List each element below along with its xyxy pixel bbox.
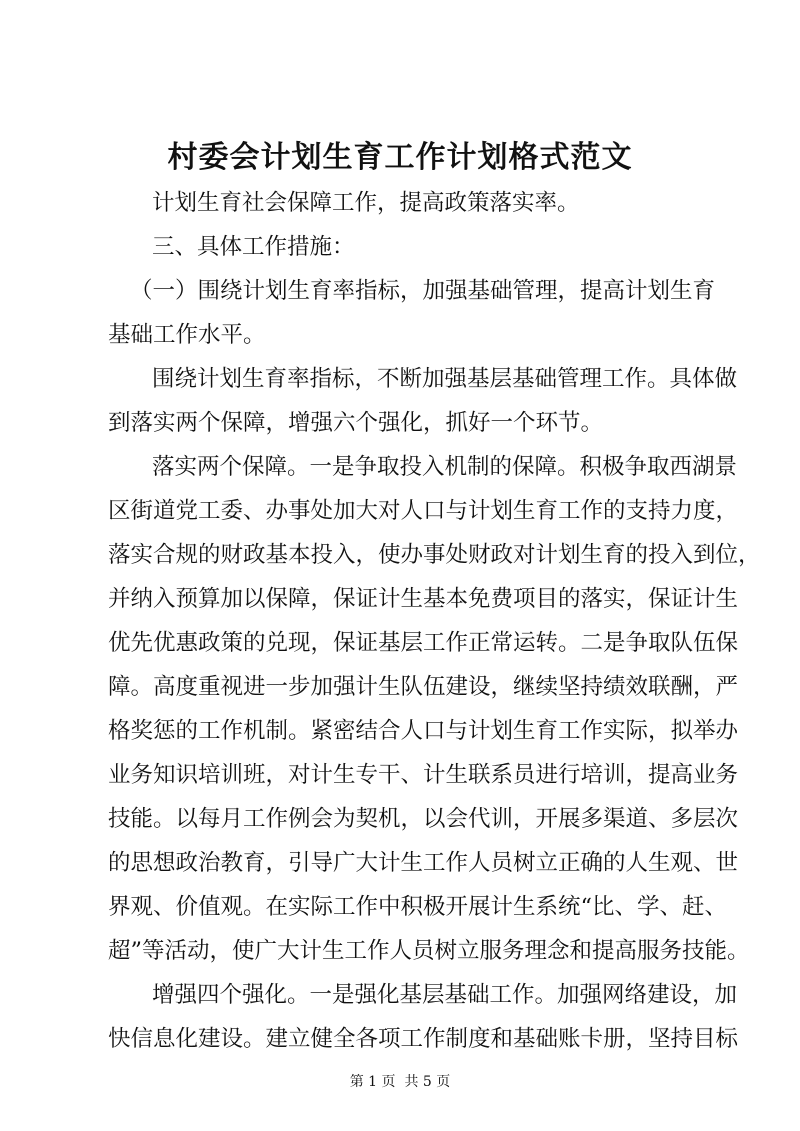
- body-line: 落实两个保障。一是争取投入机制的保障。积极争取西湖景: [152, 454, 738, 480]
- body-line: 并纳入预算加以保障，保证计生基本免费项目的落实，保证计生: [108, 586, 739, 612]
- body-line: 超”等活动，使广大计生工作人员树立服务理念和提高服务技能。: [108, 938, 750, 964]
- body-line: 业务知识培训班，对计生专干、计生联系员进行培训，提高业务: [108, 762, 739, 788]
- body-line: 优先优惠政策的兑现，保证基层工作正常运转。二是争取队伍保: [108, 630, 739, 656]
- page-footer: 第 1 页 共 5 页: [349, 1074, 451, 1090]
- body-line: 快信息化建设。建立健全各项工作制度和基础账卡册，坚持目标: [108, 1026, 739, 1052]
- body-line: 的思想政治教育，引导广大计生工作人员树立正确的人生观、世: [108, 850, 739, 876]
- body-line: 计划生育社会保障工作，提高政策落实率。: [152, 190, 580, 216]
- document-title: 村委会计划生育工作计划格式范文: [167, 140, 633, 175]
- body-line: 障。高度重视进一步加强计生队伍建设，继续坚持绩效联酬，严: [108, 674, 739, 700]
- body-line: 区街道党工委、办事处加大对人口与计划生育工作的支持力度，: [108, 498, 739, 524]
- section-heading: 三、具体工作措施：: [152, 234, 355, 260]
- body-line: 增强四个强化。一是强化基层基础工作。加强网络建设，加: [152, 982, 738, 1008]
- body-line: 技能。以每月工作例会为契机，以会代训，开展多渠道、多层次: [108, 806, 739, 832]
- body-line: 落实合规的财政基本投入，使办事处财政对计划生育的投入到位，: [108, 542, 761, 568]
- subsection-heading: （一）围绕计划生育率指标，加强基础管理，提高计划生育: [130, 278, 716, 304]
- body-line: 界观、价值观。在实际工作中积极开展计生系统“比、学、赶、: [108, 894, 728, 920]
- body-line: 到落实两个保障，增强六个强化，抓好一个环节。: [108, 410, 604, 436]
- subsection-heading-continued: 基础工作水平。: [108, 322, 266, 348]
- body-line: 围绕计划生育率指标，不断加强基层基础管理工作。具体做: [152, 366, 738, 392]
- body-line: 格奖惩的工作机制。紧密结合人口与计划生育工作实际，拟举办: [108, 718, 739, 744]
